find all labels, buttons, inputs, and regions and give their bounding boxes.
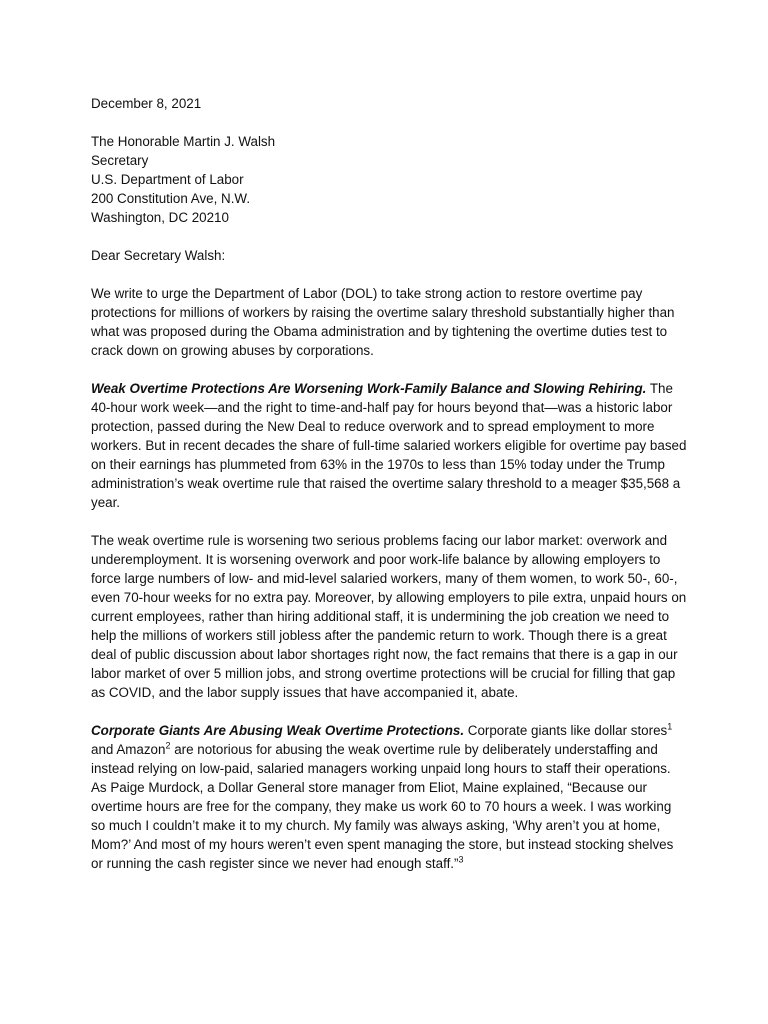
corporate-text-b: and Amazon	[91, 742, 166, 757]
recipient-street: 200 Constitution Ave, N.W.	[91, 191, 251, 206]
footnote-ref-2: 2	[165, 740, 171, 751]
footnote-ref-3: 3	[458, 854, 464, 865]
intro-paragraph: We write to urge the Department of Labor (DOL) to take strong action to restore overtime pay protections for millions of workers by raising the overtime salary threshold substantially higher than what was proposed during the Obama administration and by tightening the overtime duties test to crack down on growing abuses by corporations.	[91, 286, 675, 358]
section-heading-work-family: Weak Overtime Protections Are Worsening Work-Family Balance and Slowing Rehiring.	[91, 381, 647, 396]
corporate-text-c: are notorious for abusing the weak overtime rule by deliberately understaffing and instead relying on low-paid, salaried managers working unpaid long hours to staff their operations. As Paige Murdock, a Dollar General store manager from Eliot, Maine explained, “Because our overtime hours are free for the company, they make us work 60 to 70 hours a week. I was working so much I couldn’t make it to my church. My family was always asking, ‘Why aren’t you at home, Mom?’ And most of my hours weren’t even spent managing the store, but instead stocking shelves or running the cash register since we never had enough staff.”	[91, 742, 674, 871]
corporate-text-a: Corporate giants like dollar stores	[464, 723, 668, 738]
overwork-paragraph: The weak overtime rule is worsening two serious problems facing our labor market: overwork and underemployment. It is worsening overwork and poor work-life balance by allowing employers to force large numbers of low- and mid-level salaried workers, many of them women, to work 50-, 60-, even 70-hour weeks for no extra pay. Moreover, by allowing employers to pile extra, unpaid hours on current employees, rather than hiring additional staff, it is undermining the job creation we need to help the millions of workers still jobless after the pandemic return to work. Though there is a great deal of public discussion about labor shortages right now, the fact remains that there is a gap in our labor market of over 5 million jobs, and strong overtime protections will be crucial for filling that gap as COVID, and the labor supply issues that have accompanied it, abate.	[91, 533, 687, 700]
recipient-address	[91, 132, 688, 227]
recipient-organization: U.S. Department of Labor	[91, 172, 244, 187]
recipient-title: Secretary	[91, 153, 149, 168]
recipient-city: Washington, DC 20210	[91, 210, 229, 225]
salutation: Dear Secretary Walsh:	[91, 248, 226, 263]
work-family-text: The 40-hour work week—and the right to time-and-half pay for hours beyond that—was a historic labor protection, passed during the New Deal to reduce overwork and to spread employment to more workers. But in recent decades the share of full-time salaried workers eligible for overtime pay based on their earnings has plummeted from 63% in the 1970s to less than 15% today under the Trump administration’s weak overtime rule that raised the overtime salary threshold to a meager $35,568 a year.	[91, 381, 687, 510]
letter-date: December 8, 2021	[91, 96, 202, 111]
work-family-paragraph	[91, 379, 688, 512]
footnote-ref-1: 1	[667, 721, 673, 732]
section-heading-corporate-giants: Corporate Giants Are Abusing Weak Overtime Protections.	[91, 723, 465, 738]
recipient-name: The Honorable Martin J. Walsh	[91, 134, 276, 149]
corporate-giants-paragraph	[91, 721, 688, 873]
